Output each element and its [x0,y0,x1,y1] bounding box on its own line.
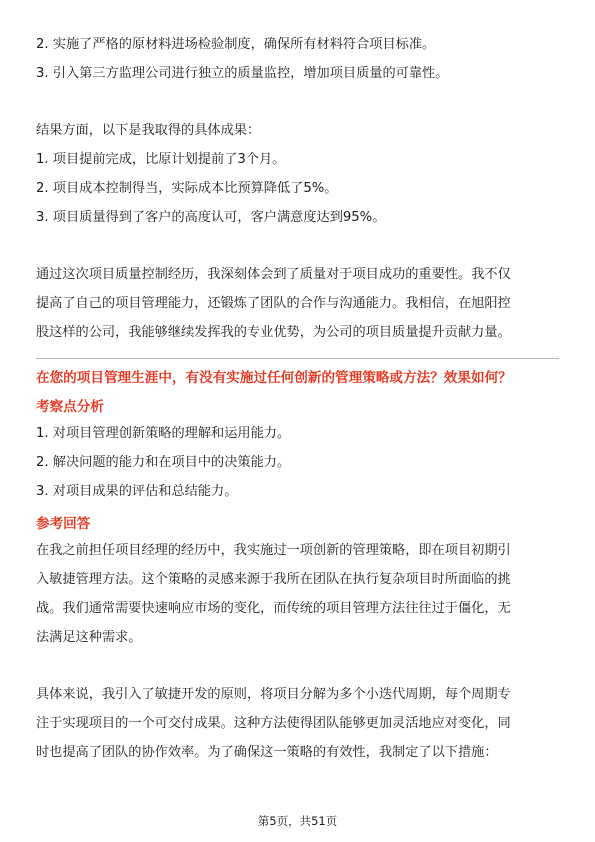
answer-para2-line: 具体来说，我引入了敏捷开发的原则，将项目分解为多个小迭代周期，每个周期专 [36,687,511,702]
reflection-line: 股这样的公司，我能够继续发挥我的专业优势，为公司的项目质量提升贡献力量。 [36,325,511,340]
results-intro: 结果方面，以下是我取得的具体成果： [36,123,261,138]
answer-para2-line: 注于实现项目的一个可交付成果。这种方法使得团队能够更加灵活地应对变化，同 [36,716,511,731]
answer-para1-line: 法满足这种需求。 [36,630,142,645]
answer-para1-line: 战。我们通常需要快速响应市场的变化，而传统的项目管理方法往往过于僵化，无 [36,601,511,616]
analysis-heading: 考察点分析 [36,399,104,415]
answer-para2-line: 时也提高了团队的协作效率。为了确保这一策略的有效性，我制定了以下措施： [36,745,498,760]
analysis-item: 3. 对项目成果的评估和总结能力。 [36,484,238,499]
analysis-item: 1. 对项目管理创新策略的理解和运用能力。 [36,426,291,441]
answer-para1-line: 在我之前担任项目经理的经历中，我实施过一项创新的管理策略，即在项目初期引 [36,543,511,558]
measure-item-2: 2. 实施了严格的原材料进场检验制度，确保所有材料符合项目标准。 [36,37,436,52]
measure-item-3: 3. 引入第三方监理公司进行独立的质量监控，增加项目质量的可靠性。 [36,66,449,81]
answer-para1-line: 入敏捷管理方法。这个策略的灵感来源于我所在团队在执行复杂项目时所面临的挑 [36,572,511,587]
result-item: 2. 项目成本控制得当，实际成本比预算降低了5%。 [36,181,338,196]
section-divider [36,358,559,359]
result-item: 1. 项目提前完成，比原计划提前了3个月。 [36,152,286,167]
analysis-item: 2. 解决问题的能力和在项目中的决策能力。 [36,455,291,470]
reflection-line: 通过这次项目质量控制经历，我深刻体会到了质量对于项目成功的重要性。我不仅 [36,267,511,282]
reflection-line: 提高了自己的项目管理能力，还锻炼了团队的合作与沟通能力。我相信，在旭阳控 [36,296,511,311]
answer-heading: 参考回答 [36,516,91,532]
interview-question: 在您的项目管理生涯中，有没有实施过任何创新的管理策略或方法？效果如何？ [36,370,512,386]
result-item: 3. 项目质量得到了客户的高度认可，客户满意度达到95%。 [36,210,386,225]
page-number-footer: 第5页，共51页 [257,814,338,828]
